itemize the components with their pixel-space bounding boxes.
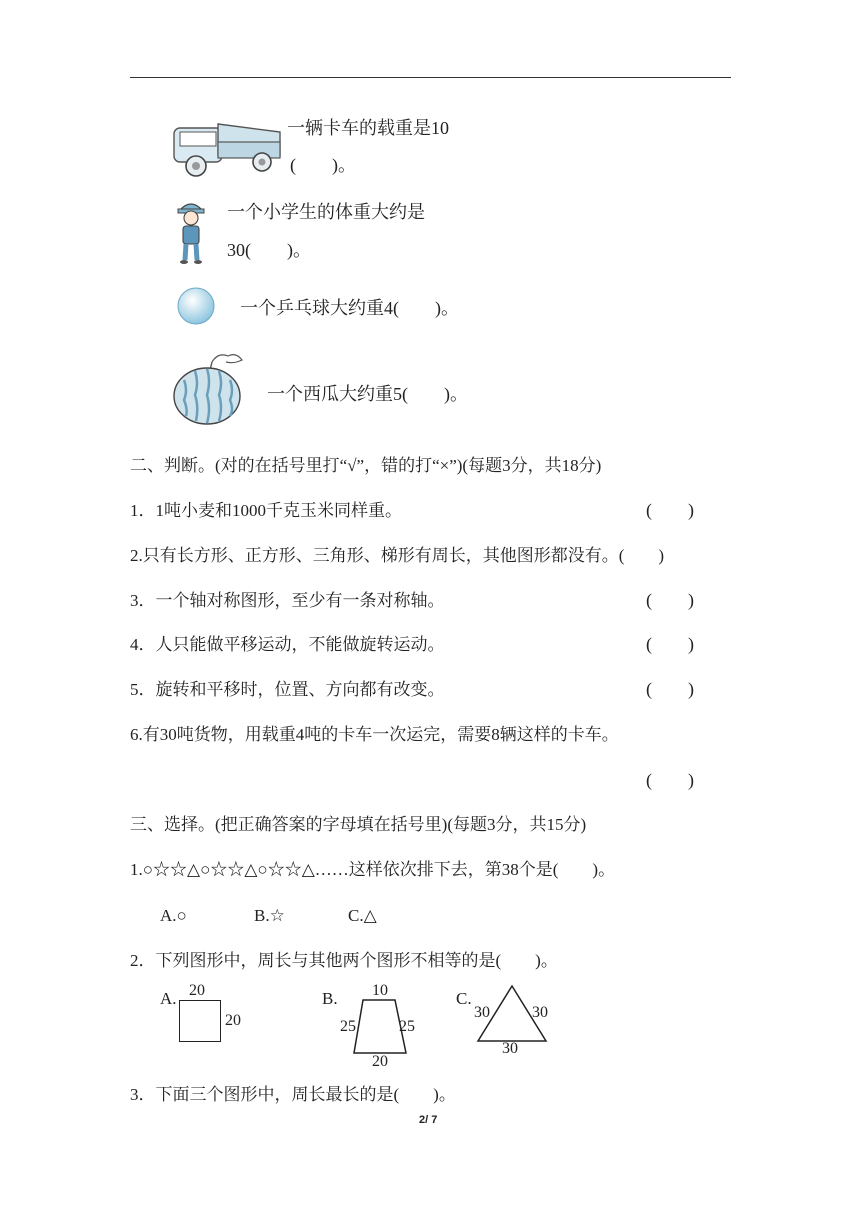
choice-q1-option-a: A.○	[160, 906, 187, 925]
judge-item-5: 5．旋转和平移时，位置、方向都有改变。	[130, 680, 445, 699]
judge-item-1: 1．1吨小麦和1000千克玉米同样重。	[130, 501, 402, 520]
shape-a-top-label: 20	[189, 982, 205, 999]
shape-b-left-label: 25	[340, 1018, 356, 1035]
shape-b-right-label: 25	[399, 1018, 415, 1035]
section3-heading: 三、选择。(把正确答案的字母填在括号里)(每题3分，共15分)	[130, 815, 587, 834]
fill-item-4-text: 一个西瓜大约重5( )。	[267, 384, 468, 404]
fill-item-1-blank: ( )。	[290, 155, 356, 175]
judge-item-6: 6.有30吨货物，用载重4吨的卡车一次运完，需要8辆这样的卡车。	[130, 725, 619, 744]
truck-icon	[172, 112, 284, 180]
section2-heading: 二、判断。(对的在括号里打“√”，错的打“×”)(每题3分，共18分)	[130, 456, 602, 475]
judge-item-5-paren: ( )	[646, 679, 694, 699]
judge-item-3-paren: ( )	[646, 590, 694, 610]
judge-item-4: 4．人只能做平移运动，不能做旋转运动。	[130, 635, 445, 654]
fill-item-1-text: 一辆卡车的载重是10	[287, 118, 449, 138]
judge-item-4-paren: ( )	[646, 634, 694, 654]
square-shape	[179, 1000, 221, 1042]
choice-q3: 3．下面三个图形中，周长最长的是( )。	[130, 1085, 456, 1104]
choice-q1-option-c: C.△	[348, 906, 377, 925]
ping-pong-ball-icon	[176, 286, 216, 326]
choice-q1: 1.○☆☆△○☆☆△○☆☆△……这样依次排下去，第38个是( )。	[130, 860, 616, 879]
judge-item-1-paren: ( )	[646, 500, 694, 520]
judge-item-3: 3．一个轴对称图形，至少有一条对称轴。	[130, 591, 445, 610]
shape-c-letter: C.	[456, 989, 472, 1008]
shape-c-right-label: 30	[532, 1004, 548, 1021]
shape-b-top-label: 10	[372, 982, 388, 999]
header-rule	[130, 77, 731, 78]
fill-item-2-text: 一个小学生的体重大约是	[227, 202, 425, 222]
student-icon	[174, 198, 208, 266]
choice-q1-option-b: B.☆	[254, 906, 285, 925]
shape-b-letter: B.	[322, 989, 338, 1008]
page-number: 2/ 7	[419, 1114, 438, 1126]
fill-item-2-blank: 30( )。	[227, 240, 311, 260]
shape-c-left-label: 30	[474, 1004, 490, 1021]
choice-q2: 2．下列图形中，周长与其他两个图形不相等的是( )。	[130, 951, 558, 970]
judge-item-6-paren: ( )	[646, 770, 694, 790]
shape-a-side-label: 20	[225, 1012, 241, 1029]
fill-item-3-text: 一个乒乓球大约重4( )。	[240, 298, 459, 318]
judge-item-2: 2.只有长方形、正方形、三角形、梯形有周长，其他图形都没有。( )	[130, 546, 665, 565]
shape-b-bottom-label: 20	[372, 1053, 388, 1070]
shape-a-letter: A.	[160, 989, 177, 1008]
shape-c-bottom-label: 30	[502, 1040, 518, 1057]
watermelon-icon	[170, 350, 250, 426]
